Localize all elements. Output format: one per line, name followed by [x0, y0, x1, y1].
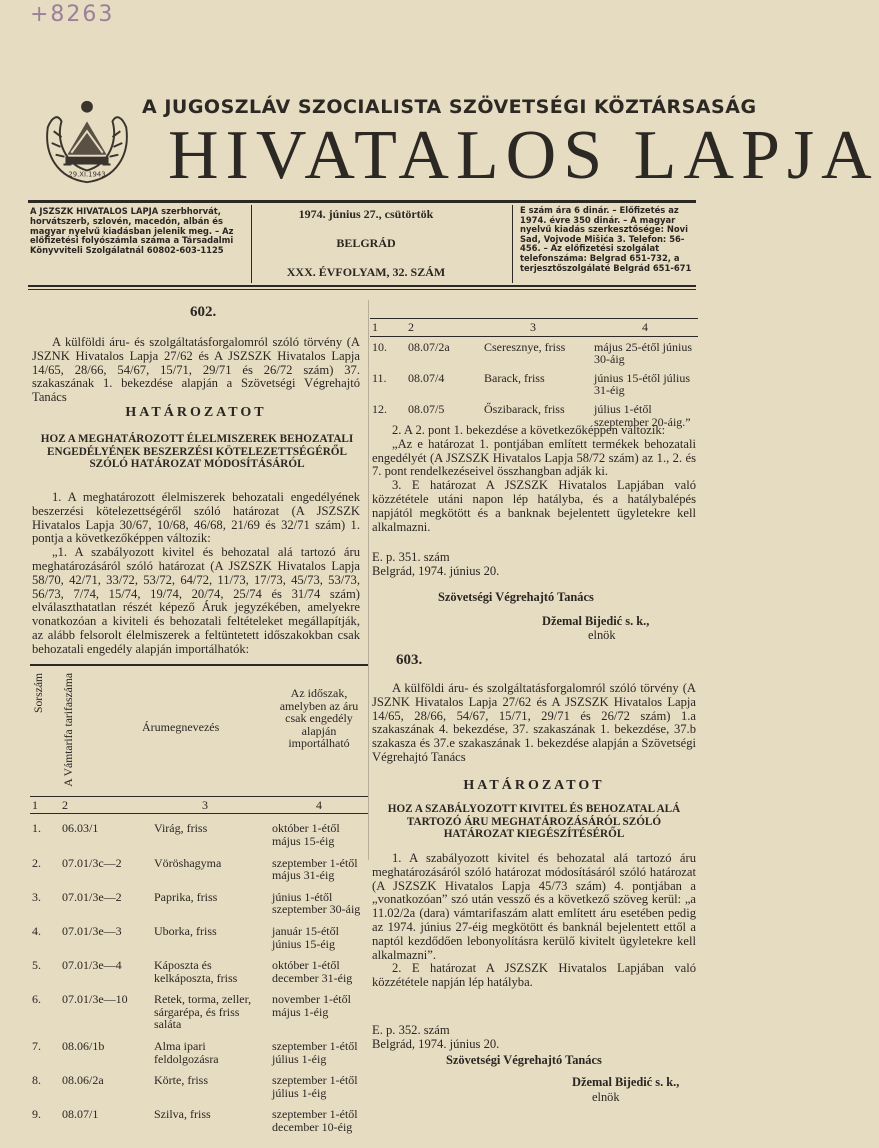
colnum: 1: [370, 319, 406, 337]
row-name: Őszibarack, friss: [484, 401, 565, 416]
row-no: 6.: [32, 992, 41, 1007]
preamble-text: A külföldi áru- és szolgáltatásforgalomról szóló törvény (A JSZNK Hivatalos Lapja 27/62 és A JSZSZK Hivatalos Lapja 14/65, 28/66, 54/67, 15/71, 29/71 és 26/72 szám) 37. szakaszának 1. bekezdése alapján a Szövetségi Végrehajtó Tanács: [32, 335, 360, 405]
row-no: 8.: [32, 1073, 41, 1088]
row-tariff: 07.01/3c—2: [62, 855, 122, 870]
header-name: Árumegnevezés: [142, 719, 220, 734]
table-row: [30, 925, 368, 959]
row-period: október 1-étől május 15-éig: [272, 821, 340, 848]
row-period: július 1-étől szeptember 20-áig.”: [594, 401, 691, 429]
preamble-text: A külföldi áru- és szolgáltatásforgalomról szóló törvény (A JSZNK Hivatalos Lapja 27/62 és A JSZSZK Hivatalos Lapja 14/65, 28/66, 54/67, 15/71, 29/71 és 26/72 szám) 1.a szakaszának 4. bekezdése, 37. szakaszának 1. bekezdése, 37.b szakasza és 37.e szakaszának 1. bekezdése alapján a Szövetségi Végrehajtó Tanács: [372, 681, 696, 764]
decree-602-closing: [372, 551, 672, 579]
table-colnum-row: [30, 796, 368, 814]
row-tariff: 08.07/5: [408, 401, 445, 416]
row-name: Körte, friss: [154, 1073, 208, 1088]
row-name: Alma ipari feldolgozásra: [154, 1039, 219, 1066]
issue-edition: XXX. ÉVFOLYAM, 32. SZÁM: [286, 265, 446, 279]
decree-602-heading: HATÁROZATOT: [125, 405, 267, 420]
place-date: Belgrád, 1974. június 20.: [372, 563, 500, 578]
row-period: január 15-étől június 15-éig: [272, 923, 339, 951]
row-no: 3.: [32, 889, 41, 904]
decree-603-closing: [372, 1024, 672, 1052]
colnum: 3: [474, 319, 592, 337]
row-tariff: 08.06/1b: [62, 1039, 105, 1054]
goods-table: [30, 667, 368, 1143]
row-no: 9.: [32, 1107, 41, 1122]
row-period: szeptember 1-étől május 31-éig: [272, 855, 358, 883]
row-period: november 1-étől május 1-éig: [272, 992, 351, 1019]
row-no: 10.: [372, 339, 387, 354]
divider: [251, 205, 252, 283]
paragraph: 2. E határozat A JSZSZK Hivatalos Lapjában való közzététele napján lép hatályba.: [372, 961, 696, 990]
signer-role: elnök: [588, 628, 616, 642]
row-name: Paprika, friss: [154, 889, 218, 904]
row-period: szeptember 1-étől december 10-éig: [272, 1107, 358, 1135]
row-tariff: 07.01/3e—2: [62, 889, 122, 904]
row-name: Cseresznye, friss: [484, 339, 566, 354]
paragraph: 2. A 2. pont 1. bekezdése a következőképpen változik:: [392, 423, 666, 437]
table-row: [30, 959, 368, 993]
decree-602-preamble: [32, 336, 360, 405]
paragraph: 1. A szabályozott kivitel és behozatal alá tartozó áru meghatározásáról szóló határozat módosításáról szóló határozat (A JSZSZK Hivatalos Lapja 45/73 szám) 4. pontjában a „vonatkozóan” szó után vessző és a következő szöveg kerül: „a 11.02/2a (dara) vámtarifaszám alatt említett áru esetében pedig az 1974. június 27-éig megkötött és banknál bejelentett ettől a naptól kezdődően lebonyolításra kerülő kivitelt ügyletekre kell alkalmazni”.: [372, 851, 696, 962]
table-row: [30, 1108, 368, 1142]
decree-603-caption: HOZ A SZABÁLYOZOTT KIVITEL ÉS BEHOZATAL ALÁ TARTOZÓ ÁRU MEGHATÁROZÁSÁRÓL SZÓLÓ HATÁROZAT KIEGÉSZÍTÉSÉRŐL: [387, 803, 681, 841]
table-row: [30, 891, 368, 925]
header-period: Az időszak, amelyben az áru csak engedély alapján importálható: [279, 686, 359, 751]
table-rule: [30, 664, 368, 666]
decree-602-body: [32, 491, 360, 657]
paragraph: 1. A meghatározott élelmiszerek behozatali engedélyének beszerzési kötelezettségéről szóló határozat (A JSZSZK Hivatalos Lapja 30/67, 10/68, 46/68, 21/69 és 32/71 szám) 1. pontja a következőképpen változik:: [32, 490, 360, 546]
table-header-row: [30, 667, 368, 796]
row-name: Uborka, friss: [154, 923, 217, 938]
table-row: [30, 814, 368, 857]
row-period: október 1-étől december 31-éig: [272, 958, 353, 985]
row-no: 4.: [32, 923, 41, 938]
row-tariff: 06.03/1: [62, 821, 99, 836]
masthead-left-info: A JSZSZK HIVATALOS LAPJA szerbhorvát, horvátszerb, szlovén, macedón, albán és magyar nyelvű kiadásban jelenik meg. – Az előfizetési folyószámla száma a Társadalmi Könyvviteli Szolgálatnál 60802-603-1125: [30, 206, 234, 256]
row-period: június 1-étől szeptember 30-áig: [272, 889, 361, 917]
place-date: Belgrád, 1974. június 20.: [372, 1036, 500, 1051]
decree-602-caption: HOZ A MEGHATÁROZOTT ÉLELMISZEREK BEHOZATALI ENGEDÉLYÉNEK BESZERZÉSI KÖTELEZETTSÉGÉRŐL SZÓLÓ HATÁROZAT MÓDOSÍTÁSÁRÓL: [40, 433, 354, 471]
table-row: [30, 1074, 368, 1108]
paragraph-quote: „1. A szabályozott kivitel és behozatal alá tartozó áru meghatározásáról szóló határozat (A JSZSZK Hivatalos Lapja 58/70, 42/71, 33/72, 53/72, 64/72, 11/73, 17/73, 45/73, 53/73, 56/73, 7/74, 15/74, 19/74, 20/74, 25/74 és 31/74 szám) elválaszthatatlan részét képező Áruk jegyzékében, amelyekre vonatkozóan a kiviteli és behozatali feltételeket megállapítják, az alább felsorolt élelmiszerek a feltüntetett időszakokban csak behozatali engedély alapján importálhatók:: [32, 545, 360, 656]
decree-603-heading: HATÁROZATOT: [463, 778, 605, 793]
table-colnum-row: [370, 319, 698, 337]
header-rule: [28, 289, 696, 290]
row-period: május 25-étől június 30-áig: [594, 339, 692, 367]
decree-603-number: 603.: [396, 652, 423, 668]
row-period: szeptember 1-étől július 1-éig: [272, 1039, 358, 1066]
column-divider: [368, 300, 369, 860]
colnum: 3: [140, 796, 270, 814]
table-row: [30, 993, 368, 1040]
colnum: 2: [60, 796, 140, 814]
paragraph-quote: „Az e határozat 1. pontjában említett termékek behozatali engedélyét (A JSZSZK Hivatalos Lapja 58/72 szám) az 1., 2. és 7. pont rendelkezéseivel összhangban adják ki.: [372, 436, 696, 479]
issue-date: 1974. június 27., csütörtök: [298, 207, 434, 221]
row-tariff: 07.01/3e—4: [62, 958, 122, 973]
row-no: 5.: [32, 958, 41, 973]
row-name: Barack, friss: [484, 370, 545, 385]
row-no: 2.: [32, 855, 41, 870]
issue-city: BELGRÁD: [336, 236, 396, 250]
decree-602-number: 602.: [190, 304, 217, 320]
colnum: 1: [30, 796, 60, 814]
colnum: 2: [406, 319, 474, 337]
row-tariff: 07.01/3e—10: [62, 992, 128, 1007]
row-tariff: 08.07/1: [62, 1107, 99, 1122]
row-tariff: 08.07/2a: [408, 339, 450, 354]
colnum: 4: [270, 796, 368, 814]
colnum: 4: [592, 319, 698, 337]
decree-602-continued-body: [372, 424, 696, 534]
council-name: Szövetségi Végrehajtó Tanács: [438, 590, 594, 604]
signer-name: Džemal Bijedić s. k.,: [572, 1075, 680, 1089]
header-sorszam: Sorszám: [32, 673, 45, 713]
header-rule: [28, 285, 696, 287]
signer-name: Džemal Bijedić s. k.,: [542, 614, 650, 628]
masthead-supertitle: A JUGOSZLÁV SZOCIALISTA SZÖVETSÉGI KÖZTÁRSASÁG: [142, 96, 757, 118]
paragraph: 3. E határozat A JSZSZK Hivatalos Lapjában való közzététele utáni napon lép hatályba, és a hatálybalépés napjától megkötött és a banknak bejelentett ügyletekre kell alkalmazni.: [372, 478, 696, 534]
table-row: [370, 372, 698, 403]
row-tariff: 08.06/2a: [62, 1073, 104, 1088]
row-name: Vöröshagyma: [154, 855, 222, 870]
table-row: [370, 336, 698, 372]
row-period: szeptember 1-étől július 1-éig: [272, 1073, 358, 1100]
decree-603-body: [372, 852, 696, 990]
reference-number: E. p. 352. szám: [372, 1023, 450, 1037]
masthead-title: HIVATALOS LAPJA: [168, 117, 879, 194]
goods-table-continued: [370, 318, 698, 434]
row-name: Káposzta és kelkáposzta, friss: [154, 958, 238, 985]
signer-role: elnök: [592, 1090, 620, 1104]
row-no: 11.: [372, 370, 387, 385]
row-tariff: 07.01/3e—3: [62, 923, 122, 938]
divider: [512, 205, 513, 283]
decree-603-preamble: [372, 682, 696, 765]
row-name: Virág, friss: [154, 821, 208, 836]
council-name: Szövetségi Végrehajtó Tanács: [446, 1053, 602, 1067]
state-emblem-icon: [38, 92, 136, 190]
masthead-right-info: E szám ára 6 dinár. – Előfizetés az 1974. évre 350 dinár. – A magyar nyelvű kiadás szerkesztősége: Novi Sad, Vojvode Mišića 3. Telefon: 56-456. – Az előfizetési szolgálat telefonszáma: Belgrad 651-732, a terjesztőszolgálaté Belgrád 651-671: [520, 205, 692, 273]
table-row: [30, 1040, 368, 1074]
table-row: [30, 857, 368, 891]
row-period: június 15-étől július 31-éig: [594, 370, 690, 398]
row-tariff: 08.07/4: [408, 370, 445, 385]
masthead-issue-info: [256, 207, 476, 289]
row-name: Szilva, friss: [154, 1107, 211, 1122]
row-no: 7.: [32, 1039, 41, 1054]
row-no: 12.: [372, 401, 387, 416]
reference-number: E. p. 351. szám: [372, 550, 450, 564]
row-name: Retek, torma, zeller, sárgarépa, és friss saláta: [154, 992, 252, 1032]
emblem-date: 29.XI.1943: [68, 170, 106, 179]
row-no: 1.: [32, 821, 41, 836]
header-tariff: A Vámtarifa tarifaszáma: [62, 673, 75, 787]
masthead-rule: [28, 200, 696, 203]
handwritten-note: +8263: [30, 2, 115, 27]
